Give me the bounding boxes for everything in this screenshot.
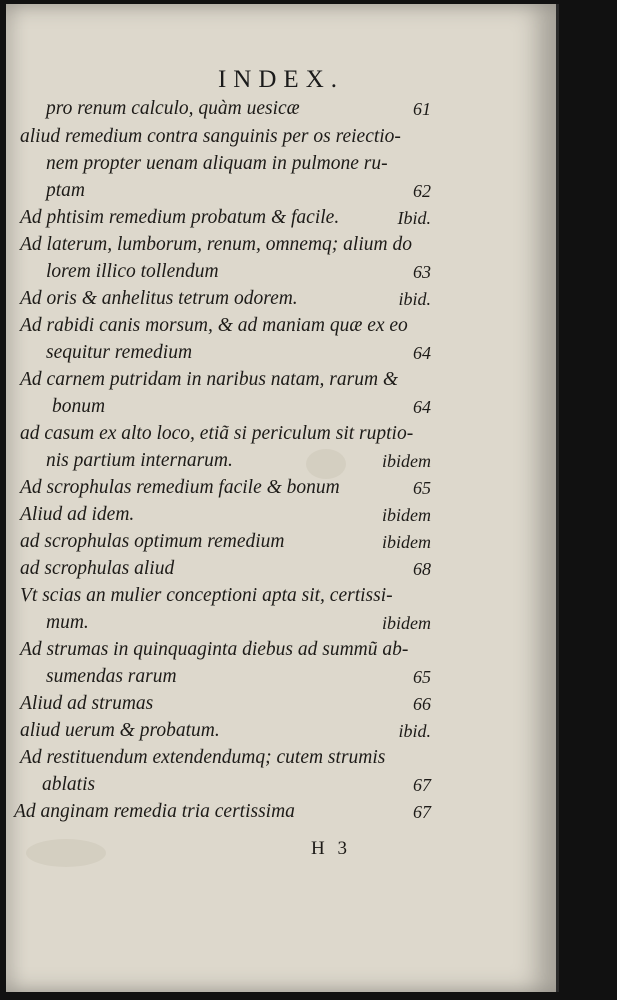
page-reference: 61: [413, 99, 431, 119]
page-reference: 62: [413, 181, 431, 201]
index-entry-text: nem propter uenam aliquam in pulmone ru-: [46, 153, 388, 174]
index-entry-text: sumendas rarum: [46, 666, 177, 687]
index-entry-text: Ad anginam remedia tria certissima: [14, 801, 295, 822]
index-entry-text: aliud remedium contra sanguinis per os reiectio-: [20, 126, 401, 147]
page-reference: 67: [413, 802, 431, 822]
page-reference: 67: [413, 775, 431, 795]
index-entry-text: Ad scrophulas remedium facile & bonum: [20, 477, 340, 498]
index-entry-text: ptam: [46, 180, 85, 201]
paper-stain: [26, 839, 106, 867]
index-entry-text: pro renum calculo, quàm uesicæ: [46, 98, 300, 119]
index-entry-text: Vt scias an mulier conceptioni apta sit, certissi-: [20, 585, 393, 606]
index-entry-text: bonum: [52, 396, 106, 417]
page-reference: 68: [413, 559, 431, 579]
index-entry-text: Aliud ad strumas: [20, 693, 154, 714]
signature-mark: H 3: [311, 838, 351, 859]
index-entry-text: Aliud ad idem.: [20, 504, 135, 525]
page-reference: ibidem: [382, 451, 431, 471]
index-entry-text: ad scrophulas optimum remedium: [20, 531, 285, 552]
index-entry-text: ablatis: [42, 774, 96, 795]
page-reference: ibid.: [398, 289, 431, 309]
index-entry-text: Ad laterum, lumborum, renum, omnemq; alium do: [20, 234, 412, 255]
index-entry-text: ad scrophulas aliud: [20, 558, 175, 579]
index-entry-text: nis partium internarum.: [46, 450, 233, 471]
page-reference: 64: [413, 397, 431, 417]
page-reference: 63: [413, 262, 431, 282]
page-reference: 65: [413, 667, 431, 687]
page-reference: Ibid.: [397, 208, 431, 228]
page-reference: ibidem: [382, 505, 431, 525]
page-reference: 66: [413, 694, 431, 714]
page-reference: ibidem: [382, 532, 431, 552]
page-reference: ibidem: [382, 613, 431, 633]
index-entry-text: Ad restituendum extendendumq; cutem strumis: [20, 747, 386, 768]
index-entry-text: mum.: [46, 612, 89, 633]
page-reference: 65: [413, 478, 431, 498]
index-entry-text: ad casum ex alto loco, etiã si periculum sit ruptio-: [20, 423, 414, 444]
index-entry-text: lorem illico tollendum: [46, 261, 219, 282]
book-page: [6, 4, 559, 992]
index-entry-text: Ad phtisim remedium probatum & facile.: [20, 207, 340, 228]
page-reference: 64: [413, 343, 431, 363]
index-entry-text: Ad strumas in quinquaginta diebus ad summũ ab-: [20, 639, 409, 660]
index-entry-text: sequitur remedium: [46, 342, 193, 363]
index-entry-text: Ad oris & anhelitus tetrum odorem.: [20, 288, 298, 309]
index-entry-text: Ad carnem putridam in naribus natam, rarum &: [20, 369, 399, 390]
index-header: INDEX.: [217, 66, 344, 93]
index-entry-text: aliud uerum & probatum.: [20, 720, 220, 741]
page-reference: ibid.: [398, 721, 431, 741]
index-entry-text: Ad rabidi canis morsum, & ad maniam quæ ex eo: [20, 315, 408, 336]
